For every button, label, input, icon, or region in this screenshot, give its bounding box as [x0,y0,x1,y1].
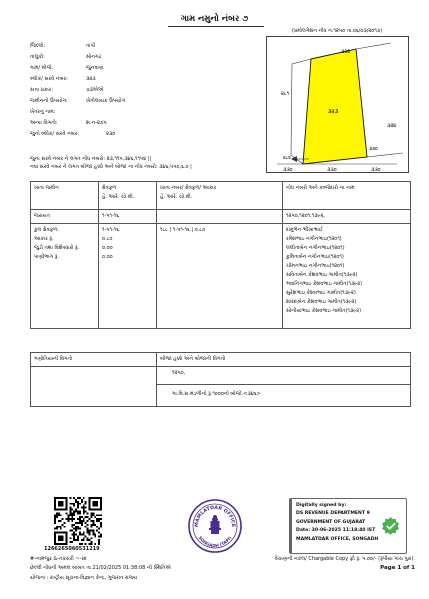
info-value: ૭૩એએ [86,86,104,93]
neighbor-boundary-top [356,43,391,49]
info-label: અન્ય વિગતો: [30,119,58,126]
info-label: ગામ/ મોજે: [30,64,53,71]
remark-new-survey: નવા સરવે નંબર ને લગત બીજા હક્કો અને બોજા ના નોંધ નંબરો: ૩૪૬,૫૫૦,૬.૦ | [30,164,192,170]
parcel-label: ૩૨૩ [327,109,339,115]
neighbor-label-small-left: ૨૮૨ [283,156,291,161]
info-label: જિલ્લો: [30,42,46,49]
entry-numbers: ૧૨૫૦,૧૨૦૧,૧૩૯૨, [286,213,325,219]
summary-value: ૦.૦૦ [102,245,113,251]
info-row-old-survey-number [30,128,280,139]
seal-top-text: MAMLATDAR OFFICE [194,505,236,528]
info-label: તાલુકો: [30,53,45,60]
cell [31,210,99,224]
rights-entry-text: ગા.વિ.સ.મંડળીનો રૂ.૧૦૦૦નો બોજો.<૩૪૬> [172,391,261,397]
neighbor-label-top: ૩૨૨ [341,49,351,55]
cell [99,224,157,329]
info-value: ૨૩૦ [106,130,116,137]
signature-line: GOVERNMENT OF GUJARAT [296,519,366,525]
info-row-land-use [30,95,280,106]
info-value: તાપી [86,42,96,49]
parcel-polygon [303,49,367,164]
info-label: જુનો બ્લોક/ સરવે નંબર: [30,130,80,137]
verified-check-icon [382,517,400,535]
owner-name: સોનીયાભાઇ કેશવભાઇ ગામીત(૧૩૯૨) [286,308,362,314]
info-row-other-details [30,117,280,128]
cell [283,224,411,329]
remark-old-survey: જુના સરવે નંબર ને લગત નોંધ નંબરો: ૨૩,૧૧૫,૩૪૬,૧૧૫૪ || [30,156,152,162]
footer-status: છેલ્લી નોંધની અમલ બાબત તા.21/02/2025 01:38:08 ની સ્થિતિએ [30,565,171,571]
info-row-survey-number [30,73,280,84]
neighbor-label-left: ૨૮૧ [281,91,290,97]
neighbor-label-bottom-mid: ૩૩૦ [327,167,337,172]
rights-entry-number: ૧૨૫૦, [172,370,186,376]
seal-bottom-text: SONGADH (TAPI) [197,535,233,549]
page-number: Page 1 of 1 [380,565,415,571]
parcel-map [266,36,409,173]
info-value: ૩૨૩ [86,75,96,82]
owner-name: રમેશભાઇ નગીનભાઇ(૧૨૦૧) [286,236,342,242]
table-header-row [31,182,411,210]
cell [157,367,411,385]
info-row-district [30,40,280,51]
header-cell [157,182,283,210]
summary-label: આકાર રૂ. [34,236,54,242]
header-cell [99,182,157,210]
table-row [31,367,411,385]
header-owners: નોંધ નંબરો અને કબ્જેદારો ના નામ [286,185,355,191]
land-info-block [30,40,280,139]
rights-table [30,352,411,407]
neighbor-label-small-right: ૩૩૦ [369,147,378,152]
header-cell [31,353,157,367]
info-label: જમીનનો ઉપયોગ: [30,97,68,104]
signature-line: MAMLATDAR OFFICE, SONGADH [296,536,379,542]
owner-name: સુરેશભાઇ કેશવભાઇ ગામીત(૧૩૯૨) [286,290,356,296]
owner-name: ચીમનભાઇ નગીનભાઇ(૧૨૦૧) [286,263,345,269]
neighbor-label-bottom-left: ૩૩૦ [283,167,293,172]
header-khata-land: ખાતા જમીન [34,185,59,191]
header-khata-units: હે. આરે. ચો.મી. [160,194,193,200]
footer-scheme: યોજના : રાષ્ટ્રીય સૂચના-વિજ્ઞાન કેન્દ્ર, ગુજરાત રાજ્ય [30,575,138,581]
cell [31,224,99,329]
header-khata-number: ખાતા નંબર/ ક્ષેત્રફળ/ આકાર [160,185,217,191]
signature-line: DS REVENUE DEPARTMENT 9 [296,511,370,517]
summary-label: કુલ ક્ષેત્રફળ: [34,227,59,233]
header-area-units: હે. આરે. ચો.મી. [102,194,135,200]
signature-line: Date: 30-06-2025 11:18:40 IST [296,528,376,534]
summary-value: ૦.૮૦ [102,236,113,242]
info-value: શ.ન-૨૭૫ [86,119,107,126]
qr-code-icon [54,497,102,545]
neighbor-boundary-right [367,153,403,157]
document-title: ગામ નમુનો નંબર ૭ [180,14,249,24]
owner-name: સવિતાબેન કેશવભાઇ ગામીત(૧૩૯૨) [286,272,358,278]
info-label: સત્તા પ્રકાર: [30,86,53,93]
owner-name: કુમિતાબેન નગીનભાઇ(૧૨૦૧) [286,254,344,260]
info-row-field-name [30,106,280,117]
table-row [31,224,411,329]
table-header-row [31,353,411,367]
signature-line: Digitally signed by: [296,503,347,508]
header-area: ક્ષેત્રફળ [102,185,117,191]
header-cell [157,353,411,367]
area-type-label: જરાયત [34,213,50,219]
owner-name: લલીતાબેન નગીનભાઇ(૧૨૦૧) [286,245,345,251]
header-cell [31,182,99,210]
info-row-tenure [30,84,280,95]
digital-signature-box [289,498,407,554]
info-value: ખેતીલાયક ઉપયોગ [86,97,126,104]
footer-row-2 [30,565,415,571]
info-value: જુનવાણ [86,64,104,71]
promulgation-note: (પ્રમોલગેશન નોંધ નં.૧૨૫૦ તા.૦૬/૦૩/૨૦૧૭) [292,28,383,34]
header-cell [283,182,411,210]
footer-row-1 [30,556,415,562]
info-value: સોનગઢ [86,53,102,60]
table-row [31,210,411,224]
neighbor-label-bottom-right: ૩૩૦ [371,167,381,172]
qr-number: 1266265060531219 [44,546,100,552]
title-underline [168,26,264,27]
info-row-village [30,62,280,73]
summary-label: પાણીભાગ રૂ. [34,254,59,260]
cell [157,210,283,224]
summary-label: જુડી તથા વિશેષધારો રૂ. [34,245,80,251]
parcel-map-drawing [267,37,408,172]
footer-fee: વેચાણની નકલ/ Chargable Copy ફી રૂ. ૫.૦૦/- (રૂપીયા પાંચ પુરા). [274,556,415,562]
owner-name: શારદાબેન કેશવભાઇ ગામીત(૧૩૯૨) [286,299,357,305]
cell [31,367,157,407]
info-label: ખેતરનું નામ: [30,108,56,115]
summary-value: ૧-૫૧-૧૬ [102,227,120,233]
summary-value: ૦.૦૦ [102,254,113,260]
cell [99,210,157,224]
owner-name: ભવાનિંગભાઇ કેશવભાઇ ગામીત(૧૩૯૨) [286,281,363,287]
footer-legend: #-નામંજુર &-તકરારી ~-રદ [30,556,87,562]
info-label: બ્લોક/ સરવે નંબર: [30,75,68,82]
khata-entry: ૧૮૮ | ૧-૫૧-૧૬ | ૦.૮૦ [160,227,206,233]
header-tenant-details: ગણોતિયાની વિગતો [34,356,73,362]
neighbor-label-right: ૩૨૪ [387,123,397,129]
info-row-taluka [30,51,280,62]
holdings-table [30,181,411,329]
cell [157,385,411,407]
header-rights-details: બીજા હક્કો અને બોજાની વિગતો [160,356,226,362]
mamlatdar-seal-icon [187,498,243,554]
owner-name: દામુભેન ભીખાભાઈ [286,227,323,233]
cell [157,224,283,329]
area-type-value: ૧-૫૧-૧૬ [102,213,120,219]
cell [283,210,411,224]
